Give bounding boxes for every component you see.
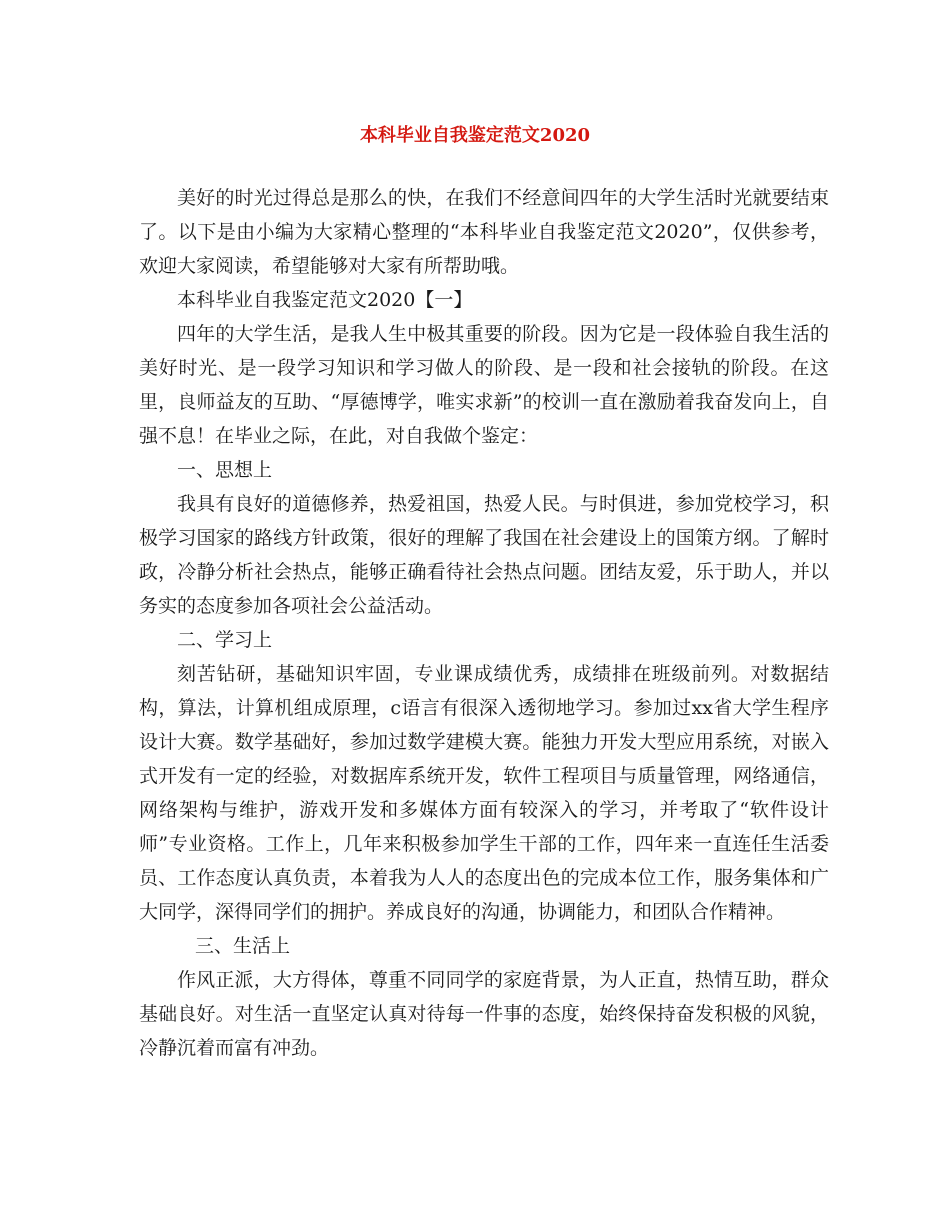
heading-thought: 一、思想上 <box>177 459 273 481</box>
document-body <box>139 181 829 1065</box>
document-title: 本科毕业自我鉴定范文2020 <box>359 125 591 146</box>
section-title: 本科毕业自我鉴定范文2020【一】 <box>177 289 473 311</box>
heading-life: 三、生活上 <box>195 935 291 957</box>
opening-paragraph: 四年的大学生活，是我人生中极其重要的阶段。因为它是一段体验自我生活的美好时光、是一段学习知识和学习做人的阶段、是一段和社会接轨的阶段。在这里，良师益友的互助、“厚德博学，唯实求新”的校训一直在激励着我奋发向上，自强不息！在毕业之际，在此，对自我做个鉴定： <box>139 323 829 447</box>
heading-study: 二、学习上 <box>177 629 273 651</box>
paragraph-life: 作风正派，大方得体，尊重不同同学的家庭背景，为人正直，热情互助，群众基础良好。对生活一直坚定认真对待每一件事的态度，始终保持奋发积极的风貌，冷静沉着而富有冲劲。 <box>139 969 829 1059</box>
paragraph-thought: 我具有良好的道德修养，热爱祖国，热爱人民。与时俱进，参加党校学习，积极学习国家的路线方针政策，很好的理解了我国在社会建设上的国策方纲。了解时政，冷静分析社会热点，能够正确看待社会热点问题。团结友爱，乐于助人，并以务实的态度参加各项社会公益活动。 <box>139 493 829 617</box>
paragraph-study: 刻苦钻研，基础知识牢固，专业课成绩优秀，成绩排在班级前列。对数据结构，算法，计算机组成原理，c语言有很深入透彻地学习。参加过xx省大学生程序设计大赛。数学基础好，参加过数学建模大赛。能独力开发大型应用系统，对嵌入式开发有一定的经验，对数据库系统开发，软件工程项目与质量管理，网络通信，网络架构与维护，游戏开发和多媒体方面有较深入的学习，并考取了“软件设计师”专业资格。工作上，几年来积极参加学生干部的工作，四年来一直连任生活委员、工作态度认真负责，本着我为人人的态度出色的完成本位工作，服务集体和广大同学，深得同学们的拥护。养成良好的沟通，协调能力，和团队合作精神。 <box>139 663 829 923</box>
intro-paragraph: 美好的时光过得总是那么的快，在我们不经意间四年的大学生活时光就要结束了。以下是由小编为大家精心整理的“本科毕业自我鉴定范文2020”，仅供参考，欢迎大家阅读，希望能够对大家有所帮助哦。 <box>139 187 829 277</box>
